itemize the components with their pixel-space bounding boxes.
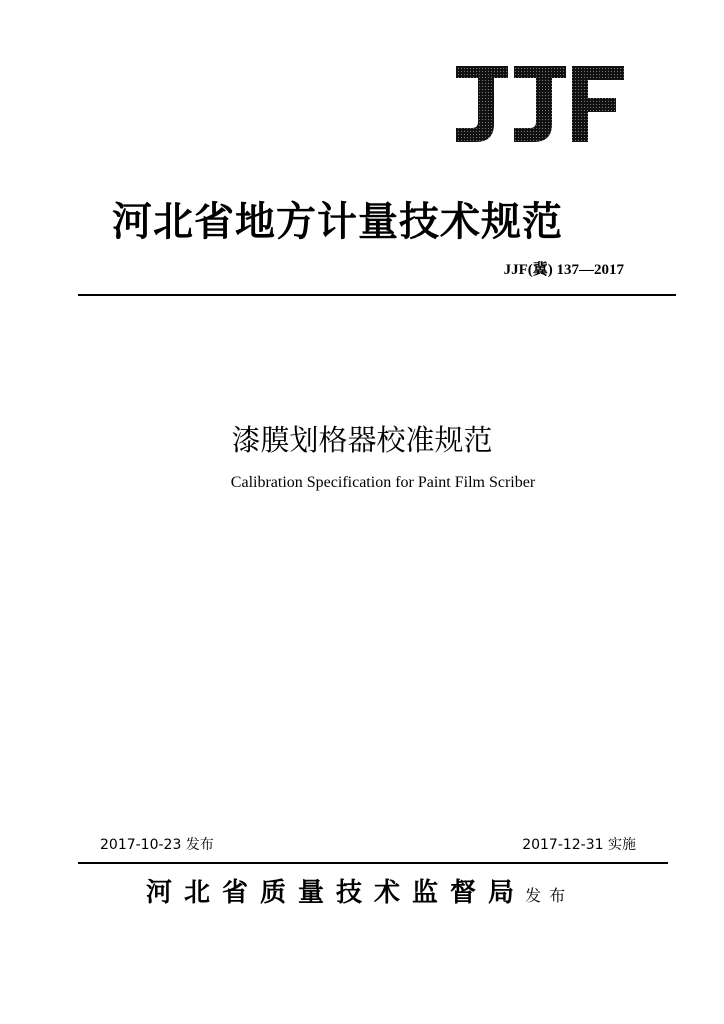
publisher-suffix: 发布 (525, 886, 574, 905)
publisher (146, 872, 573, 909)
issue-date: 2017-10-23 发布 (100, 837, 214, 853)
header-title: 河北省地方计量技术规范 (112, 198, 563, 245)
document-title-chinese: 漆膜划格器校准规范 (231, 423, 493, 457)
jjf-logo (454, 64, 626, 144)
document-number: JJF(冀) 137—2017 (503, 262, 624, 278)
document-title-english: Calibration Specification for Paint Film Scriber (230, 474, 536, 491)
implementation-date: 2017-12-31 实施 (522, 837, 636, 853)
top-divider (78, 294, 676, 296)
jjf-logo-graphic (454, 64, 626, 144)
bottom-divider (78, 862, 668, 864)
publisher-name: 河北省质量技术监督局 (146, 878, 527, 908)
